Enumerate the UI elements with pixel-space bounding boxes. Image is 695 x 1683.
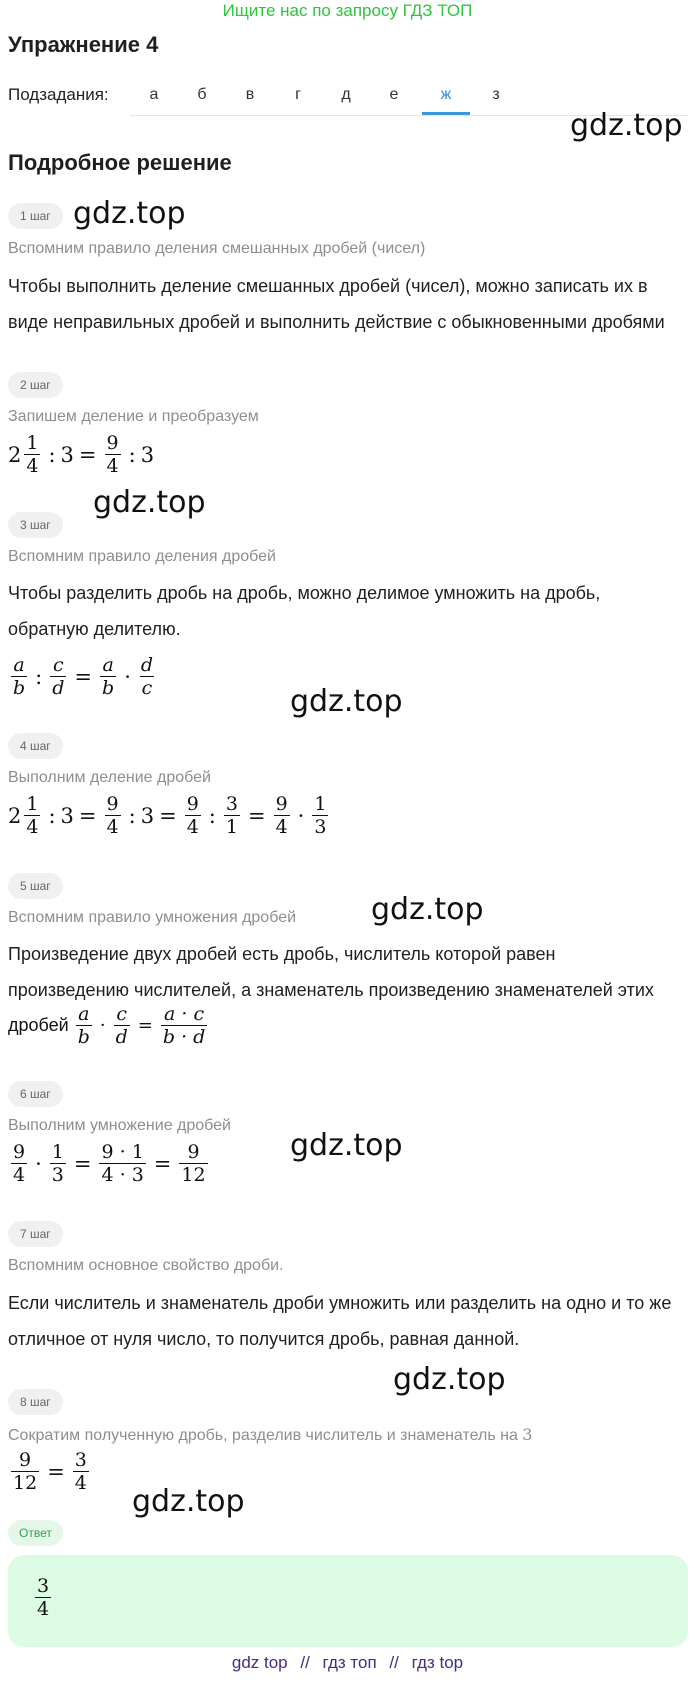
- step-hint: Выполним деление дробей: [8, 769, 211, 786]
- tab-d[interactable]: д: [341, 86, 351, 103]
- watermark: gdz.top: [73, 196, 186, 231]
- formula-reduction: $\frac{9}{12}$ = $\frac{3}{4}$: [13, 1449, 87, 1494]
- step-text: дробей: [8, 1015, 69, 1035]
- watermark: gdz.top: [290, 684, 403, 719]
- solution-heading: Подробное решение: [8, 150, 232, 175]
- subtasks-label: Подзадания:: [8, 85, 109, 104]
- footer-link[interactable]: гдз top: [411, 1653, 464, 1672]
- watermark: gdz.top: [570, 108, 683, 143]
- step-hint: Выполним умножение дробей: [8, 1117, 231, 1134]
- step-text: Если числитель и знаменатель дроби умножить или разделить на одно и то же: [8, 1293, 672, 1313]
- tab-g[interactable]: г: [295, 86, 301, 103]
- tab-zh[interactable]: ж: [422, 77, 470, 115]
- formula-multiplication-rule: дробей $\frac{a}{b}$ · $\frac{c}{d}$ = $\frac{a \cdot c}{b \cdot d}$: [8, 1003, 206, 1048]
- step-hint: Вспомним правило деления смешанных дробей (чисел): [8, 240, 426, 257]
- step-text: виде неправильных дробей и выполнить действие с обыкновенными дробями: [8, 312, 665, 332]
- formula-mixed-division: 2 $\frac{1}{4}$ : 3 = $\frac{9}{4}$ : 3: [8, 432, 155, 477]
- step-badge: 5 шаг: [8, 873, 63, 899]
- watermark: gdz.top: [93, 485, 206, 520]
- footer-link[interactable]: гдз топ: [322, 1653, 377, 1672]
- step-hint: Сократим полученную дробь, разделив числитель и знаменатель на 3: [8, 1425, 533, 1444]
- watermark: gdz.top: [371, 892, 484, 927]
- step-text: произведению числителей, а знаменатель произведению знаменателей этих: [8, 980, 654, 1000]
- step-text: обратную делителю.: [8, 619, 181, 639]
- step-badge: 8 шаг: [8, 1389, 63, 1415]
- tab-b[interactable]: б: [197, 86, 207, 103]
- step-badge: 2 шаг: [8, 372, 63, 398]
- step-text: Чтобы выполнить деление смешанных дробей (чисел), можно записать их в: [8, 276, 648, 296]
- formula-multiplication: $\frac{9}{4}$ · $\frac{1}{3}$ = $\frac{9 \cdot 1}{4 \cdot 3}$ = $\frac{9}{12}$: [13, 1141, 206, 1186]
- step-badge: 7 шаг: [8, 1221, 63, 1247]
- tab-v[interactable]: в: [245, 86, 255, 103]
- watermark: gdz.top: [132, 1484, 245, 1519]
- step-text: Произведение двух дробей есть дробь, числитель которой равен: [8, 944, 556, 964]
- footer-separator: //: [300, 1653, 310, 1672]
- tab-a[interactable]: а: [149, 86, 159, 103]
- footer-link[interactable]: gdz top: [231, 1653, 288, 1672]
- answer-box: [8, 1555, 688, 1647]
- footer-separator: //: [389, 1653, 399, 1672]
- tab-z[interactable]: з: [492, 86, 500, 103]
- step-text: Чтобы разделить дробь на дробь, можно делимое умножить на дробь,: [8, 583, 601, 603]
- formula-division-steps: 2 $\frac{1}{4}$ : 3 = $\frac{9}{4}$ : 3 = $\frac{9}{4}$ : $\frac{3}{1}$ = $\frac{9}{4}$ · $\frac{1}{3}$: [8, 793, 327, 838]
- step-hint: Вспомним правило умножения дробей: [8, 909, 297, 926]
- step-badge: 4 шаг: [8, 733, 63, 759]
- step-badge: 3 шаг: [8, 512, 63, 538]
- step-hint: Вспомним основное свойство дроби.: [8, 1257, 284, 1274]
- page-title: Упражнение 4: [8, 32, 159, 57]
- step-text: отличное от нуля число, то получится дробь, равная данной.: [8, 1329, 520, 1349]
- answer-badge: Ответ: [8, 1520, 63, 1546]
- tab-e[interactable]: е: [389, 86, 399, 103]
- step-badge: 1 шаг: [8, 203, 63, 229]
- footer-links: [0, 1653, 695, 1673]
- answer-fraction: $\frac{3}{4}$: [37, 1575, 50, 1620]
- watermark: gdz.top: [393, 1362, 506, 1397]
- formula-division-rule: $\frac{a}{b}$ : $\frac{c}{d}$ = $\frac{a}{b}$ · $\frac{d}{c}$: [13, 654, 154, 699]
- step-hint: Вспомним правило деления дробей: [8, 548, 276, 565]
- watermark: gdz.top: [290, 1128, 403, 1163]
- top-banner[interactable]: Ищите нас по запросу ГДЗ ТОП: [222, 1, 473, 20]
- step-badge: 6 шаг: [8, 1081, 63, 1107]
- step-hint: Запишем деление и преобразуем: [8, 408, 259, 425]
